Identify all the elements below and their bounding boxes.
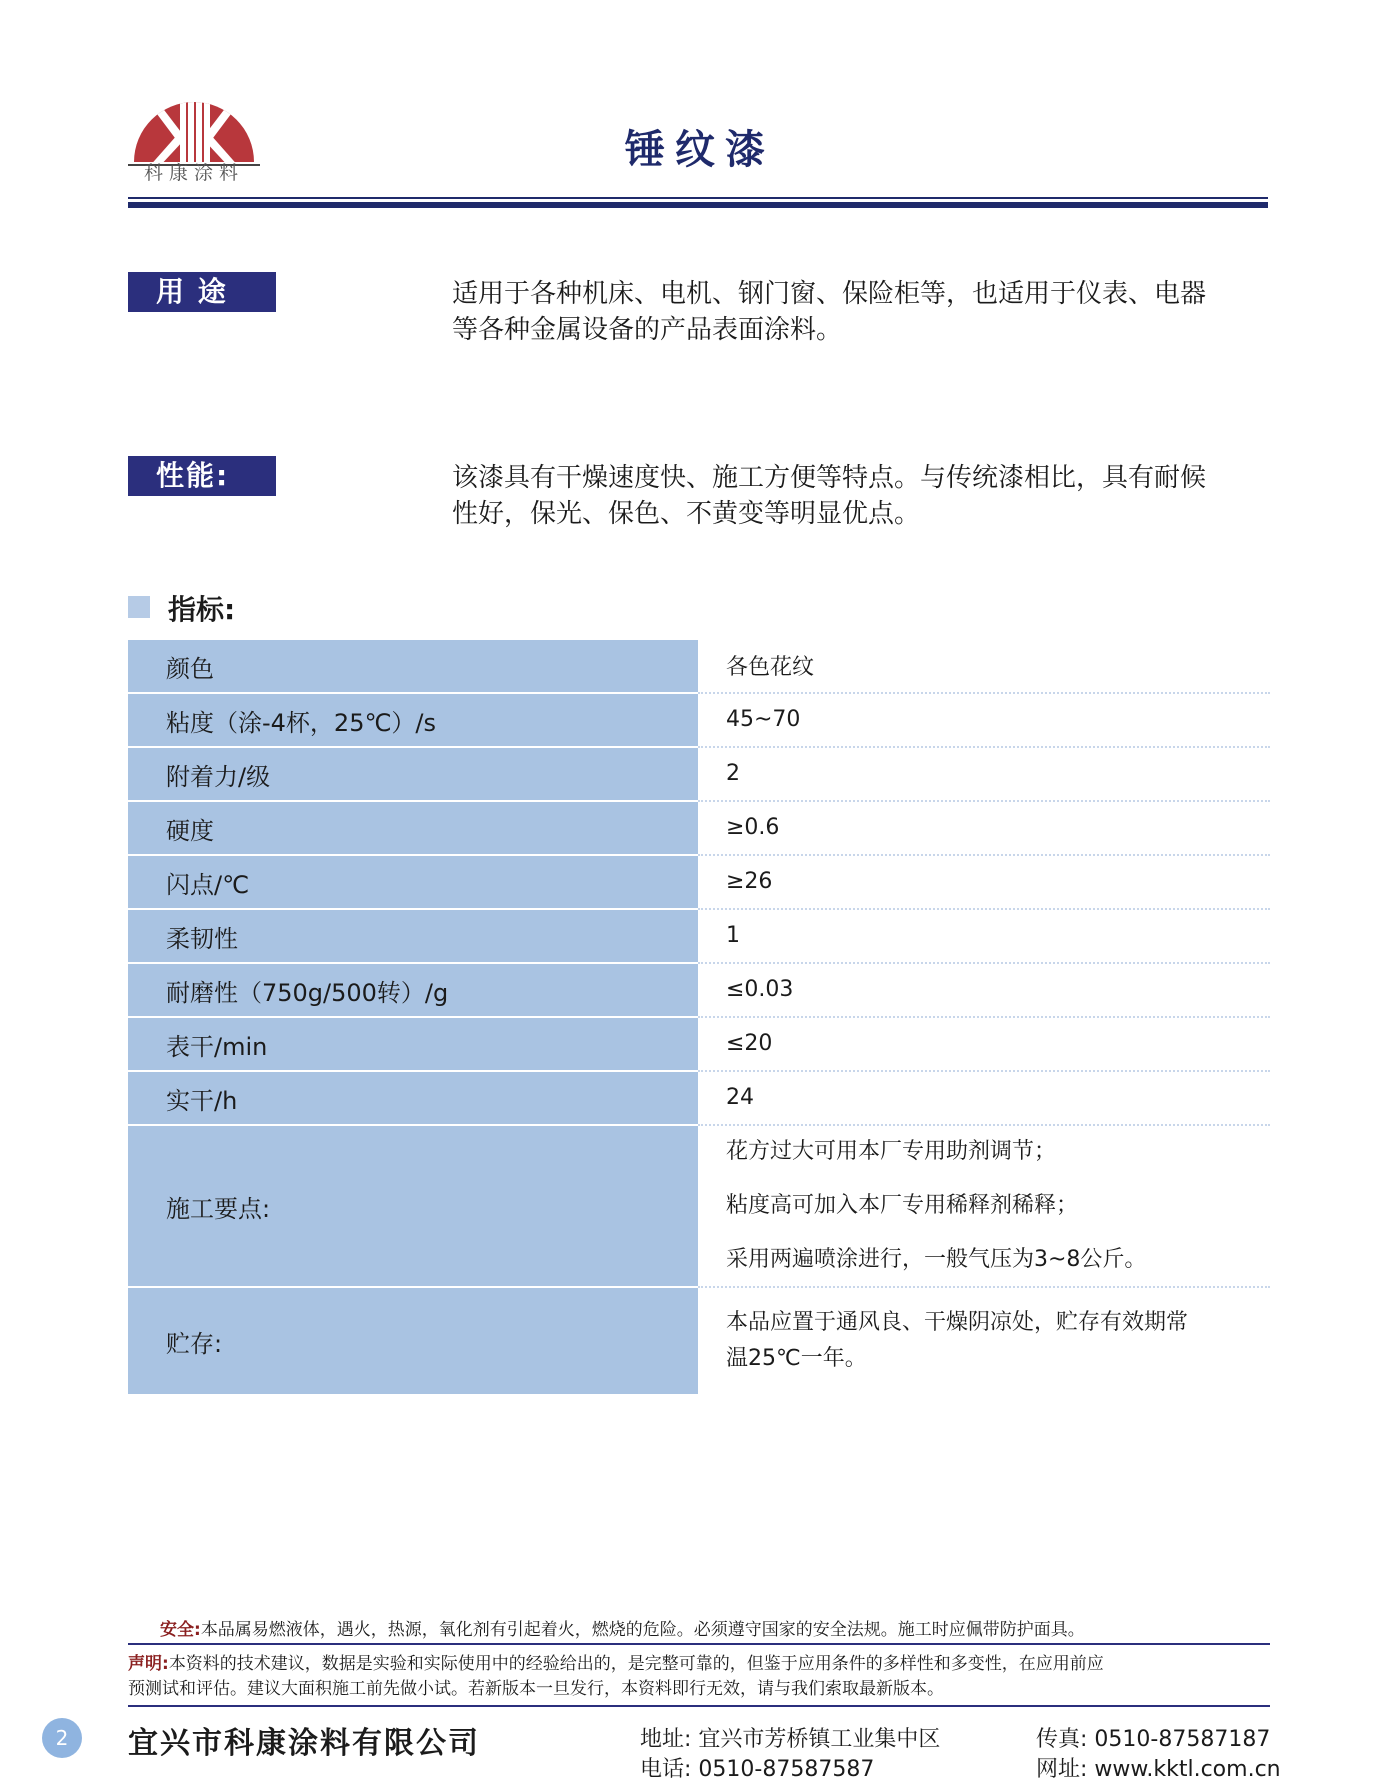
usage-line-2: 等各种金属设备的产品表面涂料。 bbox=[452, 315, 843, 345]
address-value: 宜兴市芳桥镇工业集中区 bbox=[698, 1727, 941, 1752]
declare-text-1: 本资料的技术建议，数据是实验和实际使用中的经验给出的，是完整可靠的，但鉴于应用条件的多样性和多变性，在应用前应 bbox=[168, 1654, 1104, 1674]
table-row-application bbox=[128, 1126, 1270, 1288]
website bbox=[1036, 1752, 1281, 1783]
address-label: 地址: bbox=[640, 1727, 692, 1752]
spec-label: 附着力/级 bbox=[128, 748, 698, 800]
spec-value: 1 bbox=[698, 910, 1270, 962]
phone-value: 0510-87587587 bbox=[698, 1757, 875, 1782]
table-row bbox=[128, 1018, 1270, 1072]
web-value: www.kktl.com.cn bbox=[1094, 1757, 1281, 1782]
web-label: 网址: bbox=[1036, 1757, 1088, 1782]
application-line-2: 粘度高可加入本厂专用稀释剂稀释； bbox=[726, 1193, 1079, 1218]
storage-line-1: 本品应置于通风良、干燥阴凉处，贮存有效期常 bbox=[726, 1310, 1189, 1335]
table-row bbox=[128, 1072, 1270, 1126]
table-row bbox=[128, 964, 1270, 1018]
table-row bbox=[128, 748, 1270, 802]
page-number: 2 bbox=[42, 1718, 82, 1758]
spec-value: 2 bbox=[698, 748, 1270, 800]
usage-line-1: 适用于各种机床、电机、钢门窗、保险柜等，也适用于仪表、电器 bbox=[452, 279, 1207, 309]
spec-square-icon bbox=[128, 596, 150, 618]
footer-rule bbox=[128, 1643, 1270, 1645]
spec-value: 24 bbox=[698, 1072, 1270, 1124]
application-value bbox=[698, 1126, 1270, 1286]
storage-label: 贮存: bbox=[128, 1288, 698, 1394]
table-row-storage bbox=[128, 1288, 1270, 1396]
spec-label: 粘度（涂-4杯，25℃）/s bbox=[128, 694, 698, 746]
table-row bbox=[128, 802, 1270, 856]
usage-text bbox=[452, 276, 1272, 348]
storage-value bbox=[698, 1288, 1270, 1394]
performance-line-1: 该漆具有干燥速度快、施工方便等特点。与传统漆相比，具有耐候 bbox=[452, 463, 1207, 493]
header-rule bbox=[128, 197, 1268, 199]
fax-value: 0510-87587187 bbox=[1094, 1727, 1271, 1752]
spec-table bbox=[128, 640, 1270, 1396]
declare-text-2: 预测试和评估。建议大面积施工前先做小试。若新版本一旦发行，本资料即行无效，请与我们索取最新版本。 bbox=[128, 1679, 944, 1699]
table-row bbox=[128, 640, 1270, 694]
declaration bbox=[128, 1652, 1278, 1702]
safety-note bbox=[160, 1615, 1085, 1640]
logo-text: 科康涂料 bbox=[143, 162, 244, 184]
declare-label: 声明: bbox=[128, 1654, 169, 1674]
spec-value: ≤0.03 bbox=[698, 964, 1270, 1016]
table-row bbox=[128, 910, 1270, 964]
spec-value: ≥26 bbox=[698, 856, 1270, 908]
spec-label: 表干/min bbox=[128, 1018, 698, 1070]
company-name: 宜兴市科康涂料有限公司 bbox=[128, 1726, 480, 1761]
phone-label: 电话: bbox=[640, 1757, 692, 1782]
address bbox=[640, 1722, 940, 1753]
spec-value: 45~70 bbox=[698, 694, 1270, 746]
application-label: 施工要点: bbox=[128, 1126, 698, 1286]
safety-text: 本品属易燃液体，遇火，热源，氧化剂有引起着火，燃烧的危险。必须遵守国家的安全法规。施工时应佩带防护面具。 bbox=[200, 1620, 1085, 1640]
spec-value: 各色花纹 bbox=[698, 640, 1270, 692]
performance-line-2: 性好，保光、保色、不黄变等明显优点。 bbox=[452, 499, 921, 529]
fax-label: 传真: bbox=[1036, 1727, 1088, 1752]
header-rule-thick bbox=[128, 202, 1268, 208]
spec-label: 耐磨性（750g/500转）/g bbox=[128, 964, 698, 1016]
spec-value: ≥0.6 bbox=[698, 802, 1270, 854]
spec-title: 指标: bbox=[168, 593, 236, 626]
performance-text bbox=[452, 460, 1272, 532]
fax bbox=[1036, 1722, 1270, 1753]
storage-line-2: 温25℃一年。 bbox=[726, 1346, 867, 1371]
application-line-1: 花方过大可用本厂专用助剂调节； bbox=[726, 1139, 1057, 1164]
page-title: 锤纹漆 bbox=[625, 127, 775, 173]
usage-label: 用 途 bbox=[128, 272, 276, 312]
table-row bbox=[128, 856, 1270, 910]
spec-label: 颜色 bbox=[128, 640, 698, 692]
performance-label: 性能: bbox=[128, 456, 276, 496]
spec-label: 柔韧性 bbox=[128, 910, 698, 962]
footer-rule-2 bbox=[128, 1705, 1270, 1707]
spec-label: 硬度 bbox=[128, 802, 698, 854]
safety-label: 安全: bbox=[160, 1620, 201, 1640]
phone bbox=[640, 1752, 874, 1783]
spec-value: ≤20 bbox=[698, 1018, 1270, 1070]
spec-label: 闪点/℃ bbox=[128, 856, 698, 908]
application-line-3: 采用两遍喷涂进行，一般气压为3~8公斤。 bbox=[726, 1247, 1147, 1272]
spec-label: 实干/h bbox=[128, 1072, 698, 1124]
table-row bbox=[128, 694, 1270, 748]
